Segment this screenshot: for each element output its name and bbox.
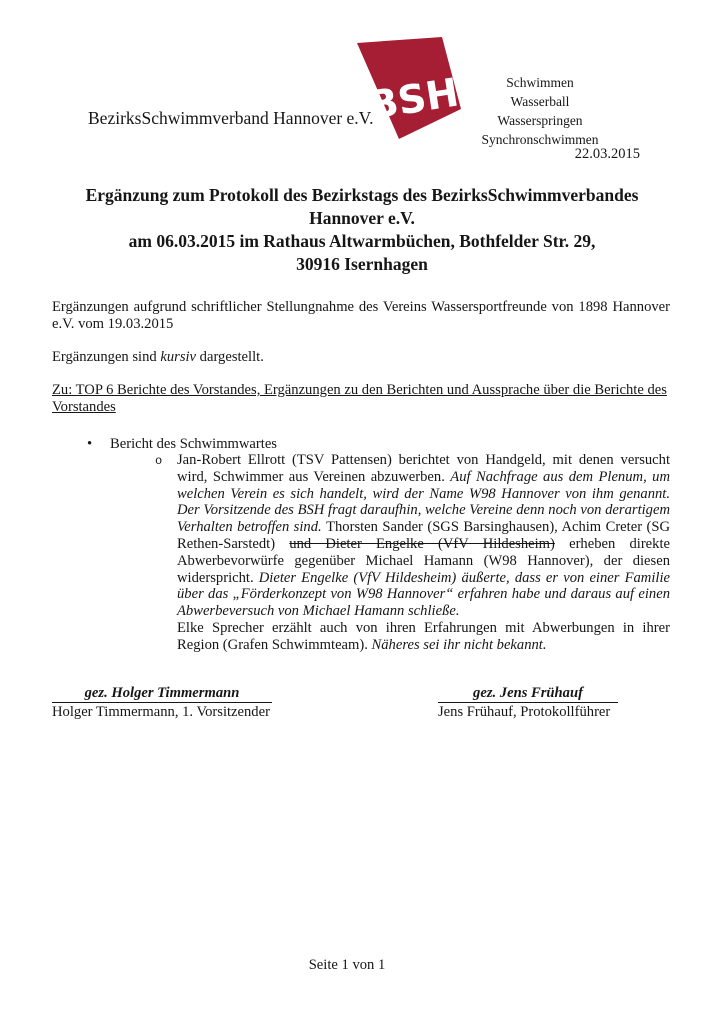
signature-name: Jens Frühauf, Protokollführer [438, 704, 611, 720]
signature-right [438, 685, 618, 721]
text-segment: Näheres sei ihr nicht bekannt. [371, 636, 547, 653]
document-title [0, 184, 724, 276]
signature-name: Holger Timmermann, 1. Vorsitzender [52, 704, 270, 720]
page-number: Seite 1 von 1 [308, 957, 386, 973]
emphasis-note [52, 349, 670, 366]
report-paragraph [177, 452, 670, 620]
signature-line: gez. Holger Timmermann [52, 685, 272, 703]
title-line: Hannover e.V. [309, 208, 415, 228]
report-paragraph [177, 620, 670, 654]
text-segment: und Dieter Engelke (VfV Hildesheim) [289, 535, 555, 552]
logo-text: BSH [365, 70, 462, 130]
signature-line: gez. Jens Frühauf [438, 685, 618, 703]
disciplines-list [476, 73, 604, 149]
intro-paragraph: Ergänzungen aufgrund schriftlicher Stellungnahme des Vereins Wassersportfreunde von 1898 Hannover e.V. vom 19.03.2015 [52, 299, 670, 332]
text-segment: Elke Sprecher erzählt auch von ihren Erfahrungen mit Abwerbungen in ihrer Region (Grafen Schwimmteam). [177, 619, 670, 653]
discipline-item: Schwimmen [506, 75, 574, 90]
text-segment: Auf Nachfrage aus dem Plenum, um welchen Verein es sich handelt, wird der Name W98 Hannover von ihm genannt. Der Vorsitzende des BSH fragt daraufhin, welche Vereine denn noch von derartigem Verhalten betroffen sind. [177, 468, 670, 536]
discipline-item: Wasserspringen [497, 113, 583, 128]
title-line: Ergänzung zum Protokoll des Bezirkstags des BezirksSchwimmverbandes [85, 185, 639, 205]
title-line: 30916 Isernhagen [296, 254, 428, 274]
report-text [177, 452, 670, 654]
bullet-icon: • [87, 436, 93, 452]
topic-heading: Zu: TOP 6 Berichte des Vorstandes, Ergänzungen zu den Berichten und Aussprache über die Berichte des Vorstandes [52, 382, 667, 415]
bullet-label: Bericht des Schwimmwartes [110, 436, 277, 452]
text-segment: Dieter Engelke (VfV Hildesheim) äußerte, dass er von einer Familie über das „Förderkonzept von W98 Hannover“ erfahren habe und daraus auf einen Abwerbeversuch von Michael Hamann schließe. [177, 569, 670, 620]
text-segment: Thorsten Sander (SGS Barsinghausen), Achim Creter (SG Rethen-Sarstedt) [177, 519, 670, 552]
text-segment: Ergänzungen sind [52, 349, 161, 365]
title-line: am 06.03.2015 im Rathaus Altwarmbüchen, Bothfelder Str. 29, [128, 231, 596, 251]
text-segment: erheben direkte Abwerbevorwürfe gegenüber Michael Hamann (W98 Hannover), der diesen widerspricht. [177, 535, 670, 586]
sub-bullet-icon: o [155, 454, 163, 468]
org-name: BezirksSchwimmverband Hannover e.V. [88, 108, 374, 128]
document-date: 22.03.2015 [574, 146, 640, 162]
discipline-item: Wasserball [510, 94, 570, 109]
text-segment: dargestellt. [196, 349, 264, 365]
text-segment: Jan-Robert Ellrott (TSV Pattensen) berichtet von Handgeld, mit denen versucht wird, Schwimmer aus Vereinen abzuwerben. [177, 452, 670, 485]
text-segment: kursiv [160, 349, 197, 365]
bsh-logo-icon [350, 28, 468, 144]
signature-left [52, 685, 272, 721]
discipline-item: Synchronschwimmen [481, 132, 599, 147]
